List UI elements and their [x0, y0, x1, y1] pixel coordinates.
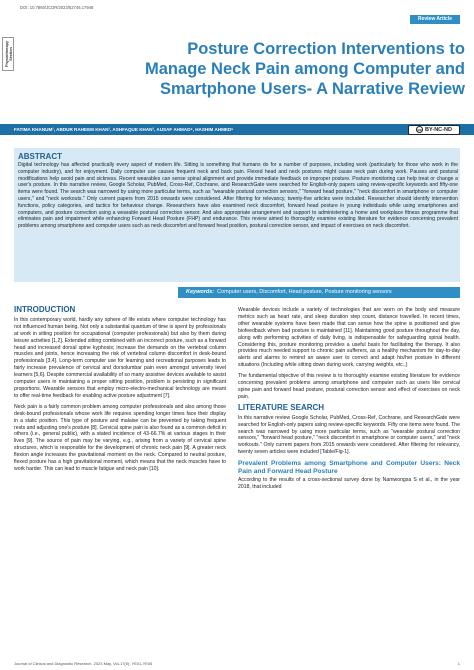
introduction-heading: INTRODUCTION [14, 305, 76, 314]
right-column [238, 307, 460, 495]
article-title: Posture Correction Interventions to Manage Neck Pain among Computer and Smartphone Users- A Narrative Review [145, 40, 465, 98]
subsection-paragraph: According to the results of a cross-sectional survey done by Namwongsa S et al., in the year 2018, that included [238, 477, 460, 491]
license-badge [408, 125, 460, 135]
keywords-bar [178, 287, 460, 298]
intro-paragraph-2: Neck pain is a fairly common problem among computer professionals and also among those desk-bound professionals whose work life requires spending longer times face their display in a static position. This type of posture and malaise can be prevented by taking frequent rests and adjusting one's posture [8]. Cervical spine pain is also found as a common deficit in others (i.e., general public), with a stated incidence of 43-66.7% at various stages in their lives [9]. The source of pain may be varying, e.g., arising from a variety of cervical spine structures, which is responsible for the development of chronic neck pain [9]. A greater neck flexion angle increases the gravitational moment on the neck. Compared to neutral posture, flexed posture has a high gravitational moment, which means that the neck muscles have to work harder. This can lead to muscle fatigue and neck pain [10]. [14, 403, 226, 472]
license-label: BY-NC-ND [425, 127, 452, 133]
right-paragraph-1: Wearable devices include a variety of technologies that are worn on the body and measure metrics such as heart rate, and sleep duration step count, distance travelled. In recent times, other wearable systems have been made that can sense how the spine is positioned and give biofeedback when bad posture is maintained [11]. Maintaining good posture throughout the day, along with performing activities of daily living, is indispensable for safeguarding spinal health. Considering this, posture monitoring provides a useful basis for facilitating the therapy. It also provides much needed support to chronic pain sufferers, as a healthy mechanism for day-to-day alerts and alarms to remind an aware user to correct and adapt his/her posture in different situations (Including while sitting down during work, carrying weights, etc.,) [238, 307, 460, 369]
left-column [14, 307, 226, 477]
article-type-badge: Review Article [410, 15, 460, 24]
literature-search-heading: LITERATURE SEARCH [238, 402, 325, 412]
right-paragraph-2: The fundamental objective of this review is to thoroughly examine existing literature for evidence concerning prevalent problems among smartphone and computer such as users like cervical spine pain and forward head posture, postural correction sensor and effect of exercises on neck pain. [238, 373, 460, 400]
page-number: 1 [457, 661, 460, 666]
journal-footer: Journal of Clinical and Diagnostic Research. 2023 May, Vol-17(5): YE01-YE06 [14, 661, 153, 666]
keywords-label: Keywords: [186, 289, 215, 295]
author-bar [0, 124, 474, 135]
keywords-text: Computer users, Discomfort, Head posture, Posture monitoring sensors [217, 289, 392, 295]
literature-search-paragraph: In this narrative review Google Scholar, PubMed, Cross-Ref, Cochrane, and ResearchGate were searched for English-only papers using review-specific keywords. Fifty one items were found. The search was narrowed by using more particular terms, such as "wearable postural correction sensors," "forward head posture," "neck discomfort in smartphone or computer users," and "neck workouts." Only current papers from 2015 onwards were considered. After filtering for relevancy, twenty seven articles were included [Table/Fig-1]. [238, 414, 460, 456]
abstract-heading: ABSTRACT [18, 152, 62, 161]
section-tab [2, 37, 14, 71]
doi-label: DOI: 10.7860/JCDR/2023/62746.17948 [20, 5, 94, 10]
author-list: FATIMA KHANUM¹, ABDUR RAHEEM KHAN², ASHFAQUE KHAN³, AUSAF AHMAD⁴, HASHIM AHMED⁵ [14, 126, 234, 132]
section-label: Physiotherapy Section [5, 40, 13, 68]
abstract-text: Digital technology has affected practically every aspect of modern life. Sitting is something that humans do for a number of purposes, including work (particularly for those who work in the computer industry), and for enjoyment. Daily computer use causes frequent neck and back pain. Flexed head and neck postures might cause neck pain during work. Pauses and postural modifications help avoid pain and sickness. Recent wearables can sense spinal alignment and provide immediate feedback on improper posture. Posture monitoring can help treat or change a user's posture. In this narrative review, Google Scholar, PubMed, Cross-Ref, Cochrane, and ResearchGate were searched for English-only papers using review-specific keywords and fifty-one items were found. The search was narrowed by using more particular terms, such as "wearable postural correction sensors," "forward head posture," "neck discomfort in smartphone or computer users," and "neck workouts." Only current papers from 2015 onwards were considered. After filtering for relevancy, twenty-five articles were included. Researcher should identify intervention functions, policy categories, and tactics for behaviour change. Researchers have also examined neck discomfort, forward head posture in young individuals while using smartphones and computers, and posture correction using a wearable postural correction sensor. And also appropriate arrangement and support to administering a home and workplace fitness programme that eliminates pain and impairment while enhancing Forward Head Posture (FHP) and endurance. This review aimed to thoroughly examine existing literature for evidence concerning prevalent problems among smartphone and computer users such as neck discomfort and forward head position, postural correction sensor, and impact of exercises on neck discomfort. [18, 162, 458, 230]
intro-paragraph-1: In this contemporary world, hardly any sphere of life exists where computer technology has not influenced human being. Not only a substantial quantum of time is spent by professionals at work in sitting position for occupational (computer professionals) but also by them during leisure activities [1,2]. Extended sitting combined with an incorrect posture, such as a forward head and increased dorsal spine kyphosis; increase the demands on the vertebral column muscles and joints, hence increasing the risk of vertebral column discomfort in desk-bound professionals [3,4]. Long-term computer use for learning and recreational purposes leads to fairly increase prevalence of cervical and dorsolumbar pain even amongst university level learners [5,6]. Despite commercial availability of so many assistive devices available to assist computer users in maintaining a proper sitting position, problem is persisting in significant proportions. Wearable sensors that employ micro-electro-mechanical technology are meant to offer real-time feedback for enabling active posture adjustment [7]. [14, 316, 226, 399]
subsection-heading: Prevalent Problems among Smartphone and Computer Users: Neck Pain and Forward Head Posture [238, 460, 460, 476]
cc-icon: cc [417, 127, 422, 133]
